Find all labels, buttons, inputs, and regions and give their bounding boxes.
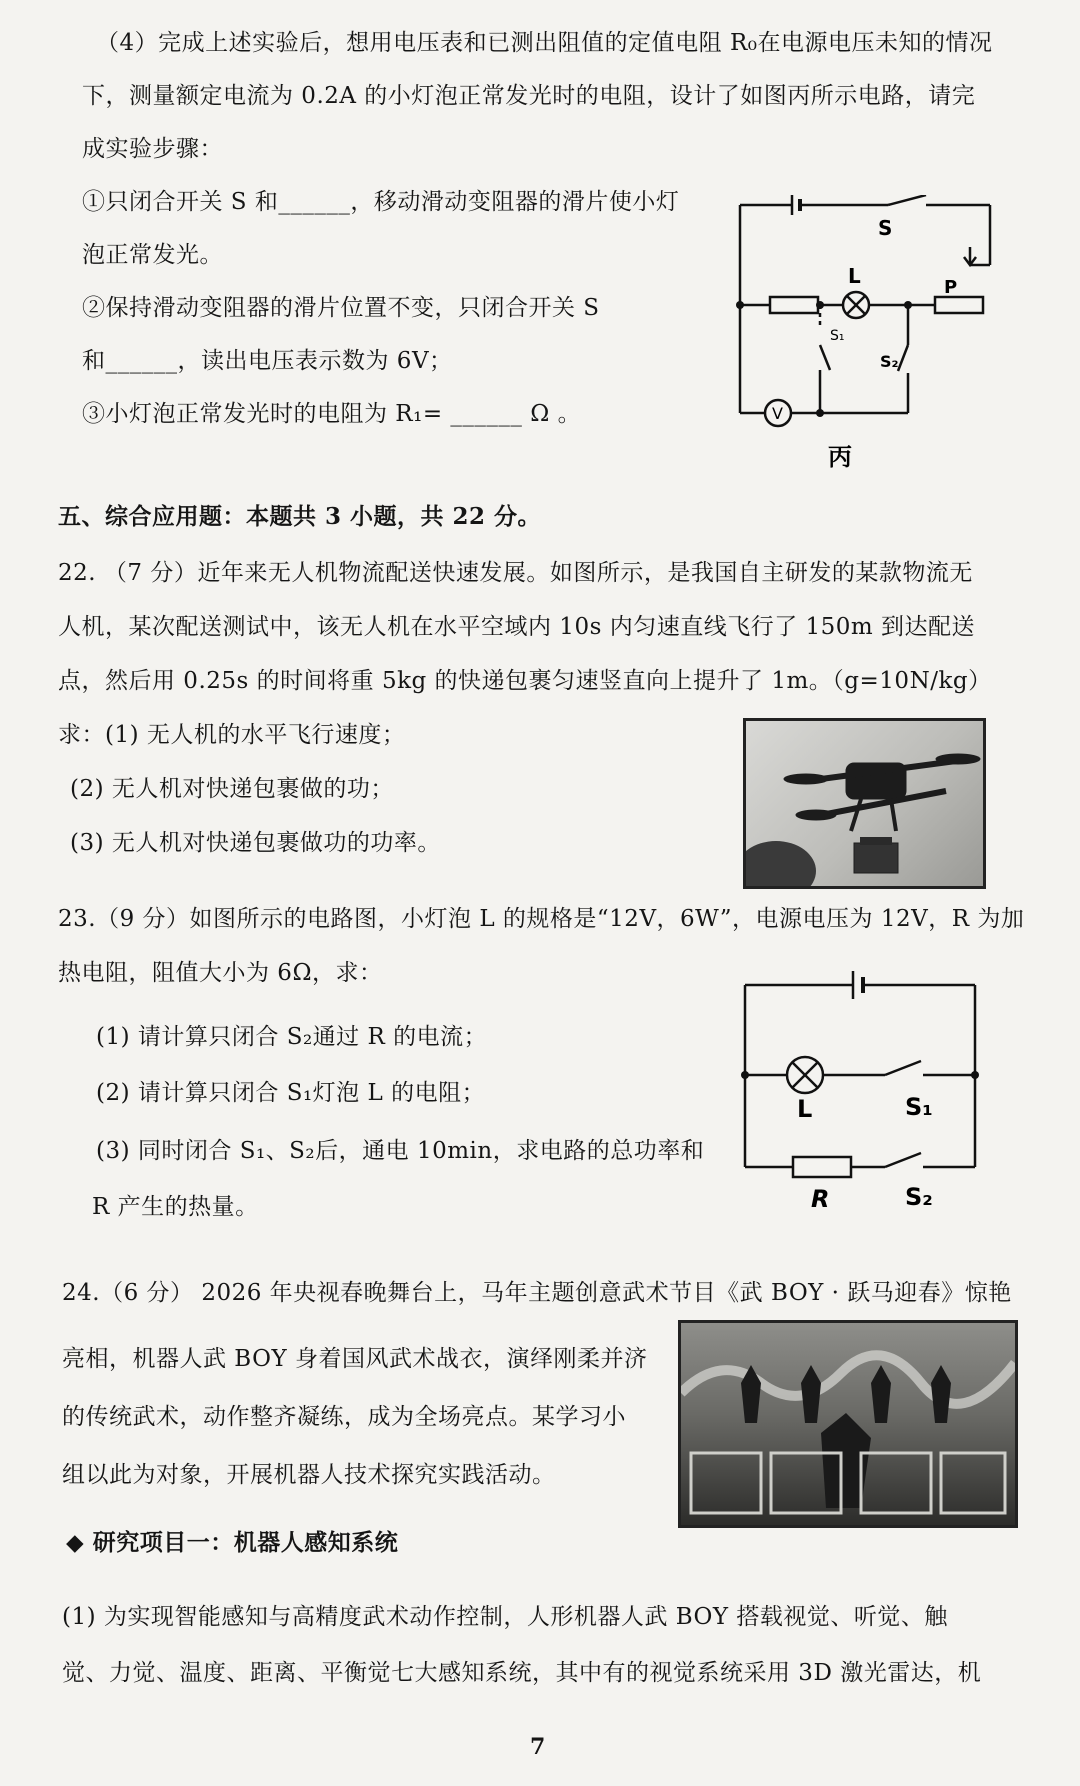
- q24-line3: 的传统武术，动作整齐凝练，成为全场亮点。某学习小: [62, 1404, 626, 1430]
- section-5-heading: 五、综合应用题：本题共 3 小题，共 22 分。: [58, 503, 542, 530]
- q22-line1: 22. （7 分）近年来无人机物流配送快速发展。如图所示，是我国自主研发的某款物流无: [58, 560, 973, 586]
- slider-p-label: P: [944, 277, 958, 298]
- q22-ask2: (2) 无人机对快递包裹做的功；: [70, 776, 394, 802]
- q21-4-step3: ③小灯泡正常发光时的电阻为 R₁= ______ Ω 。: [82, 401, 582, 427]
- q24-line4: 组以此为对象，开展机器人技术探究实践活动。: [62, 1462, 556, 1488]
- figure-bing-label: 丙: [828, 443, 852, 471]
- robot-stage-photo: [678, 1320, 1018, 1528]
- q22-ask3: (3) 无人机对快递包裹做功的功率。: [70, 830, 441, 856]
- q21-4-step1a: ①只闭合开关 S 和______，移动滑动变阻器的滑片使小灯: [82, 189, 680, 215]
- q24-line2: 亮相，机器人武 BOY 身着国风武术战衣，演绎刚柔并济: [62, 1346, 648, 1372]
- switch-s2-label: S₂: [880, 352, 899, 371]
- q23-ask3b: R 产生的热量。: [92, 1194, 259, 1220]
- q21-4-step2b: 和______，读出电压表示数为 6V；: [82, 348, 453, 374]
- q21-4-line1: （4）完成上述实验后，想用电压表和已测出阻值的定值电阻 R₀在电源电压未知的情况: [96, 30, 993, 56]
- q23-lamp-label: L: [797, 1095, 813, 1123]
- q23-resistor-label: R: [811, 1185, 830, 1213]
- q22-line3: 点，然后用 0.25s 的时间将重 5kg 的快递包裹匀速竖直向上提升了 1m。（g=10N/kg）: [58, 668, 992, 694]
- q23-ask2: (2) 请计算只闭合 S₁灯泡 L 的电阻；: [96, 1080, 486, 1106]
- q21-4-step1b: 泡正常发光。: [82, 242, 223, 268]
- circuit-diagram-bing: [730, 195, 1010, 475]
- q21-4-line2: 下，测量额定电流为 0.2A 的小灯泡正常发光时的电阻，设计了如图丙所示电路，请完: [82, 83, 976, 109]
- drone-photo: [743, 718, 986, 889]
- switch-s1-label: S₁: [830, 328, 845, 344]
- q23-s1-label: S₁: [905, 1093, 933, 1121]
- q23-s2-label: S₂: [905, 1183, 933, 1211]
- q23-ask3a: (3) 同时闭合 S₁、S₂后，通电 10min，求电路的总功率和: [96, 1138, 705, 1164]
- q23-line1: 23.（9 分）如图所示的电路图，小灯泡 L 的规格是“12V，6W”，电源电压为 12V，R 为加: [58, 906, 1025, 932]
- circuit-diagram-q23: [735, 955, 985, 1215]
- q23-ask1: (1) 请计算只闭合 S₂通过 R 的电流；: [96, 1024, 488, 1050]
- q21-4-step2a: ②保持滑动变阻器的滑片位置不变，只闭合开关 S: [82, 295, 600, 321]
- q24-project1-heading: ◆ 研究项目一：机器人感知系统: [66, 1529, 399, 1556]
- voltmeter-label: V: [772, 404, 783, 423]
- q22-line2: 人机，某次配送测试中，该无人机在水平空域内 10s 内匀速直线飞行了 150m 到达配送: [58, 614, 976, 640]
- lamp-l-label: L: [848, 264, 861, 288]
- q24-p1-line1: (1) 为实现智能感知与高精度武术动作控制，人形机器人武 BOY 搭载视觉、听觉、触: [62, 1604, 948, 1630]
- q22-ask1: 求：(1) 无人机的水平飞行速度；: [58, 722, 406, 748]
- page-number: 7: [530, 1734, 546, 1760]
- q23-line2: 热电阻，阻值大小为 6Ω，求：: [58, 960, 383, 986]
- q24-line1: 24.（6 分） 2026 年央视春晚舞台上，马年主题创意武术节目《武 BOY · 跃马迎春》惊艳: [62, 1280, 1012, 1306]
- q24-p1-line2: 觉、力觉、温度、距离、平衡觉七大感知系统，其中有的视觉系统采用 3D 激光雷达，机: [62, 1660, 982, 1686]
- switch-s-label: S: [878, 216, 893, 240]
- q21-4-line3: 成实验步骤：: [82, 136, 223, 162]
